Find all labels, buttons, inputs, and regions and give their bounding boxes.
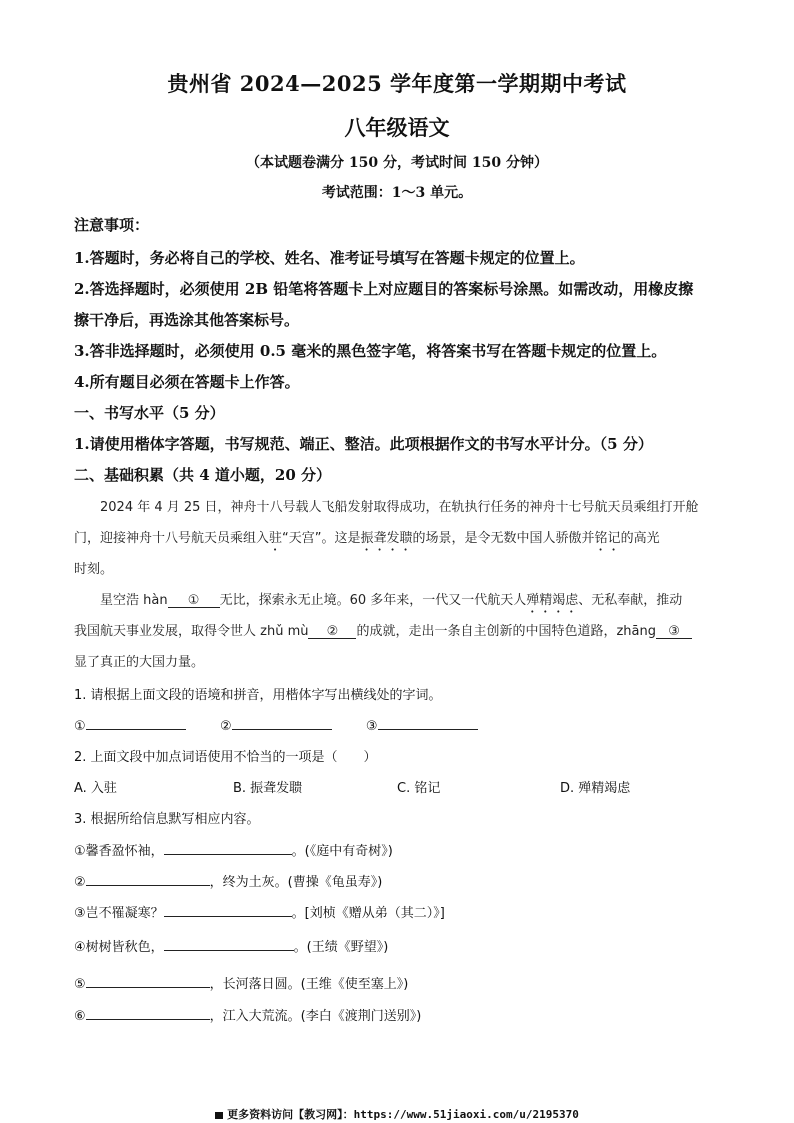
- answer-blank[interactable]: [232, 715, 332, 730]
- passage-line: 门，迎接神舟十八号航天员乘组入驻“天宫”。这是振聋发聩的场景，是令无数中国人骄傲并铭记的高光: [74, 531, 660, 546]
- option-a[interactable]: A. 入驻: [74, 781, 117, 796]
- flag-icon: [215, 1112, 223, 1119]
- answer-blank[interactable]: [164, 840, 292, 855]
- passage-line: 星空浩 hàn ① 无比，探索永无止境。60 多年来，一代又一代航天人殚精竭虑、无私奉献，推动: [100, 593, 683, 608]
- exam-note: （本试题卷满分 150 分，考试时间 150 分钟）: [246, 155, 548, 171]
- fill-blank-3[interactable]: ③: [656, 624, 692, 639]
- dotted-word: 殚精竭虑: [526, 593, 579, 608]
- question-3: 3. 根据所给信息默写相应内容。: [74, 812, 260, 827]
- answer-blank[interactable]: [86, 871, 210, 886]
- recitation-item: ⑥ ，江入大荒流。(李白《渡荆门送别》): [74, 1005, 421, 1024]
- section-1-heading: 一、书写水平（5 分）: [74, 404, 225, 422]
- answer-blank[interactable]: [164, 902, 292, 917]
- passage-line: 我国航天事业发展，取得令世人 zhǔ mù ② 的成就，走出一条自主创新的中国特色道路，zhāng ③: [74, 620, 724, 639]
- question-1: 1. 请根据上面文段的语境和拼音，用楷体字写出横线处的字词。: [74, 688, 442, 703]
- dotted-word: 铭记: [594, 531, 621, 546]
- recitation-item: ② ，终为土灰。(曹操《龟虽寿》): [74, 871, 382, 890]
- notice-item: 2.答选择题时，必须使用 2B 铅笔将答题卡上对应题目的答案标号涂黑。如需改动，用橡皮擦: [74, 280, 694, 298]
- notice-item: 擦干净后，再选涂其他答案标号。: [74, 311, 300, 329]
- dotted-word: 驻: [269, 531, 283, 546]
- answer-blank[interactable]: [86, 715, 186, 730]
- footer-link[interactable]: 更多资料访问【教习网】：https://www.51jiaoxi.com/u/2195370: [0, 1106, 794, 1122]
- recitation-item: ③岂不罹凝寒？ 。[刘桢《赠从弟（其二）》]: [74, 902, 445, 921]
- answer-blank[interactable]: [378, 715, 478, 730]
- fill-blank-2[interactable]: ②: [308, 624, 356, 639]
- exam-subtitle: 八年级语文: [344, 115, 450, 140]
- notices-heading: 注意事项：: [74, 216, 150, 234]
- option-d[interactable]: D. 殚精竭虑: [560, 781, 631, 796]
- recitation-item: ⑤ ，长河落日圆。(王维《使至塞上》): [74, 973, 408, 992]
- notice-item: 3.答非选择题时，必须使用 0.5 毫米的黑色签字笔，将答案书写在答题卡规定的位置上。: [74, 342, 667, 360]
- dotted-word: 振聋发聩: [360, 531, 413, 546]
- option-c[interactable]: C. 铭记: [397, 781, 441, 796]
- passage-line: 时刻。: [74, 562, 114, 577]
- passage-line: 显了真正的大国力量。: [74, 655, 205, 670]
- answer-blank[interactable]: [164, 936, 294, 951]
- exam-scope: 考试范围：1～3 单元。: [321, 185, 473, 201]
- answer-blank[interactable]: [86, 1005, 210, 1020]
- answer-blank[interactable]: [86, 973, 210, 988]
- recitation-item: ①馨香盈怀袖， 。(《庭中有奇树》): [74, 840, 393, 859]
- notice-item: 1.答题时，务必将自己的学校、姓名、准考证号填写在答题卡规定的位置上。: [74, 249, 585, 267]
- exam-title: 贵州省 2024—2025 学年度第一学期期中考试: [167, 71, 627, 96]
- question-2: 2. 上面文段中加点词语使用不恰当的一项是（ ）: [74, 750, 377, 765]
- fill-blank-1[interactable]: ①: [168, 593, 220, 608]
- passage-line: 2024 年 4 月 25 日，神舟十八号载人飞船发射取得成功，在轨执行任务的神舟十七号航天员乘组打开舱: [100, 500, 699, 515]
- question-1-answers: ① ② ③: [74, 715, 478, 734]
- notice-item: 4.所有题目必须在答题卡上作答。: [74, 373, 300, 391]
- option-b[interactable]: B. 振聋发聩: [233, 781, 303, 796]
- section-2-heading: 二、基础积累（共 4 道小题，20 分）: [74, 466, 331, 484]
- recitation-item: ④树树皆秋色， 。(王绩《野望》): [74, 936, 388, 955]
- section-1-item: 1.请使用楷体字答题，书写规范、端正、整洁。此项根据作文的书写水平计分。（5 分）: [74, 435, 653, 453]
